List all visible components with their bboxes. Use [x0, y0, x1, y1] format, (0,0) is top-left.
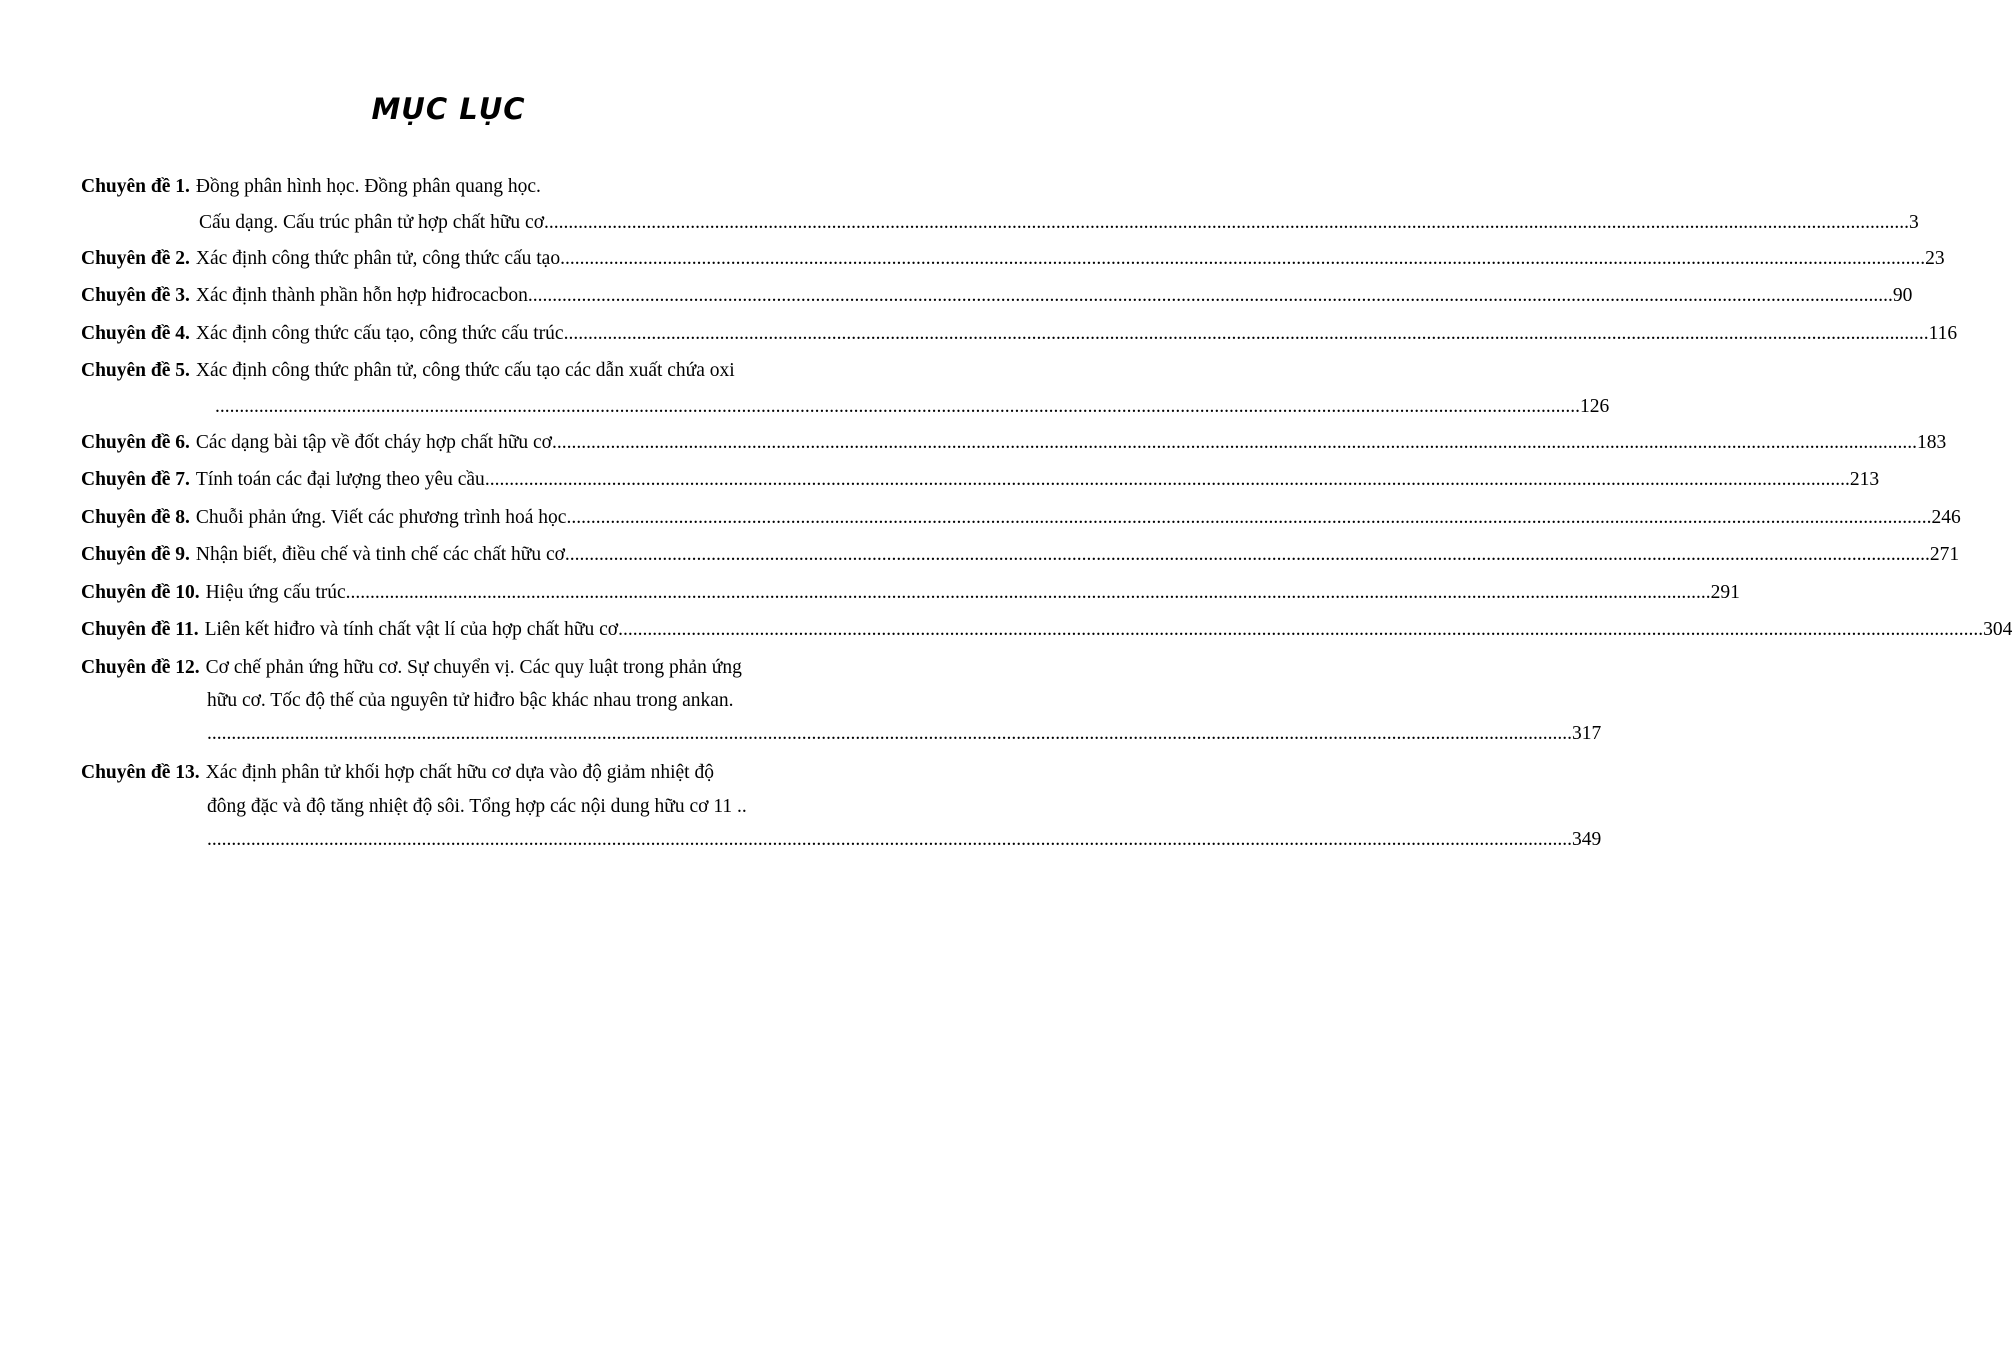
toc-entry-2[interactable]: [81, 240, 1945, 278]
toc-entry-title-continued: đông đặc và độ tăng nhiệt độ sôi. Tổng hợp các nội dung hữu cơ 11 ..: [207, 795, 747, 817]
toc-page-number: 304: [1983, 619, 2012, 640]
dot-leader: [207, 716, 1572, 752]
toc-page-number: 116: [1928, 322, 1958, 344]
toc-page-number: 349: [1572, 828, 1602, 850]
toc-entry-3[interactable]: [81, 277, 1913, 315]
toc-entry-title: Hiệu ứng cấu trúc: [205, 581, 346, 603]
toc-entry-label: Chuyên đề 9.: [81, 544, 190, 565]
toc-page-number: 291: [1710, 581, 1740, 603]
toc-page-number: 126: [1580, 395, 1610, 417]
toc-page-number: 90: [1892, 285, 1913, 306]
dot-leader: [618, 611, 1983, 649]
toc-page-number: 3: [1909, 211, 1919, 233]
toc-entry-7[interactable]: [81, 461, 1880, 499]
toc-entry-title: Tính toán các đại lượng theo yêu cầu: [195, 469, 485, 490]
dot-leader: [552, 424, 1917, 462]
toc-page-number: 317: [1572, 723, 1602, 744]
dot-leader: [485, 461, 1850, 499]
toc-entry-6[interactable]: [81, 424, 1947, 462]
toc-entry-label: Chuyên đề 2.: [81, 247, 190, 269]
dot-leader: [564, 315, 1929, 353]
toc-entry-title: Xác định thành phần hỗn hợp hiđrocacbon: [195, 285, 528, 306]
toc-entry-title: Chuỗi phản ứng. Viết các phương trình hoá học: [195, 506, 567, 528]
toc-entry-label: Chuyên đề 7.: [81, 469, 190, 490]
toc-entry-4[interactable]: [81, 315, 1958, 353]
dot-leader: [544, 206, 1909, 240]
toc-page-number: 213: [1849, 469, 1880, 490]
toc-entry-label: Chuyên đề 6.: [81, 431, 190, 453]
toc-entry-5[interactable]: [81, 352, 1610, 424]
toc-entry-title: Cơ chế phản ứng hữu cơ. Sự chuyển vị. Các quy luật trong phản ứng: [205, 656, 742, 678]
toc-page-number: 246: [1931, 506, 1961, 528]
dot-leader: [346, 574, 1711, 612]
toc-entry-label: Chuyên đề 12.: [81, 656, 200, 678]
toc-entry-10[interactable]: [81, 574, 1740, 612]
toc-entry-13[interactable]: [81, 754, 1602, 858]
toc-entry-label: Chuyên đề 3.: [81, 285, 190, 306]
toc-entry-title: Xác định công thức phân tử, công thức cấu tạo các dẫn xuất chứa oxi: [195, 360, 735, 381]
toc-entry-label: Chuyên đề 1.: [81, 176, 190, 197]
toc-entry-title: Nhận biết, điều chế và tinh chế các chất hữu cơ: [195, 544, 565, 565]
toc-entry-1[interactable]: [81, 168, 1919, 240]
page-title: MỤC LỤC: [371, 92, 526, 126]
toc-entry-8[interactable]: [81, 499, 1961, 537]
dot-leader: [215, 390, 1580, 424]
toc-entry-label: Chuyên đề 10.: [81, 581, 200, 603]
toc-entry-title-continued: hữu cơ. Tốc độ thế của nguyên tử hiđro bậc khác nhau trong ankan.: [207, 690, 734, 711]
dot-leader: [207, 822, 1572, 858]
toc-entry-label: Chuyên đề 4.: [81, 322, 190, 344]
toc-entry-title: Xác định công thức cấu tạo, công thức cấu trúc: [195, 322, 564, 344]
toc-page-number: 183: [1916, 431, 1947, 453]
toc-page-number: 23: [1925, 247, 1945, 269]
toc-entry-label: Chuyên đề 11.: [81, 619, 199, 640]
toc-page-number: 271: [1929, 544, 1960, 565]
dot-leader: [566, 499, 1931, 537]
dot-leader: [565, 536, 1930, 574]
toc-entry-title: Đồng phân hình học. Đồng phân quang học.: [195, 176, 541, 197]
toc-entry-title: Liên kết hiđro và tính chất vật lí của hợp chất hữu cơ: [204, 619, 619, 640]
toc-entry-12[interactable]: [81, 649, 1602, 753]
toc-entry-11[interactable]: [81, 611, 2012, 649]
table-of-contents: [81, 168, 2012, 858]
toc-entry-title-continued: Cấu dạng. Cấu trúc phân tử hợp chất hữu cơ: [199, 211, 545, 233]
toc-entry-title: Xác định phân tử khối hợp chất hữu cơ dựa vào độ giảm nhiệt độ: [205, 762, 714, 783]
toc-entry-label: Chuyên đề 8.: [81, 506, 190, 528]
toc-entry-label: Chuyên đề 5.: [81, 360, 190, 381]
toc-entry-9[interactable]: [81, 536, 1960, 574]
dot-leader: [560, 240, 1925, 278]
dot-leader: [528, 277, 1893, 315]
toc-entry-title: Xác định công thức phân tử, công thức cấu tạo: [195, 247, 561, 269]
toc-entry-title: Các dạng bài tập về đốt cháy hợp chất hữu cơ: [195, 431, 552, 453]
toc-entry-label: Chuyên đề 13.: [81, 762, 200, 783]
